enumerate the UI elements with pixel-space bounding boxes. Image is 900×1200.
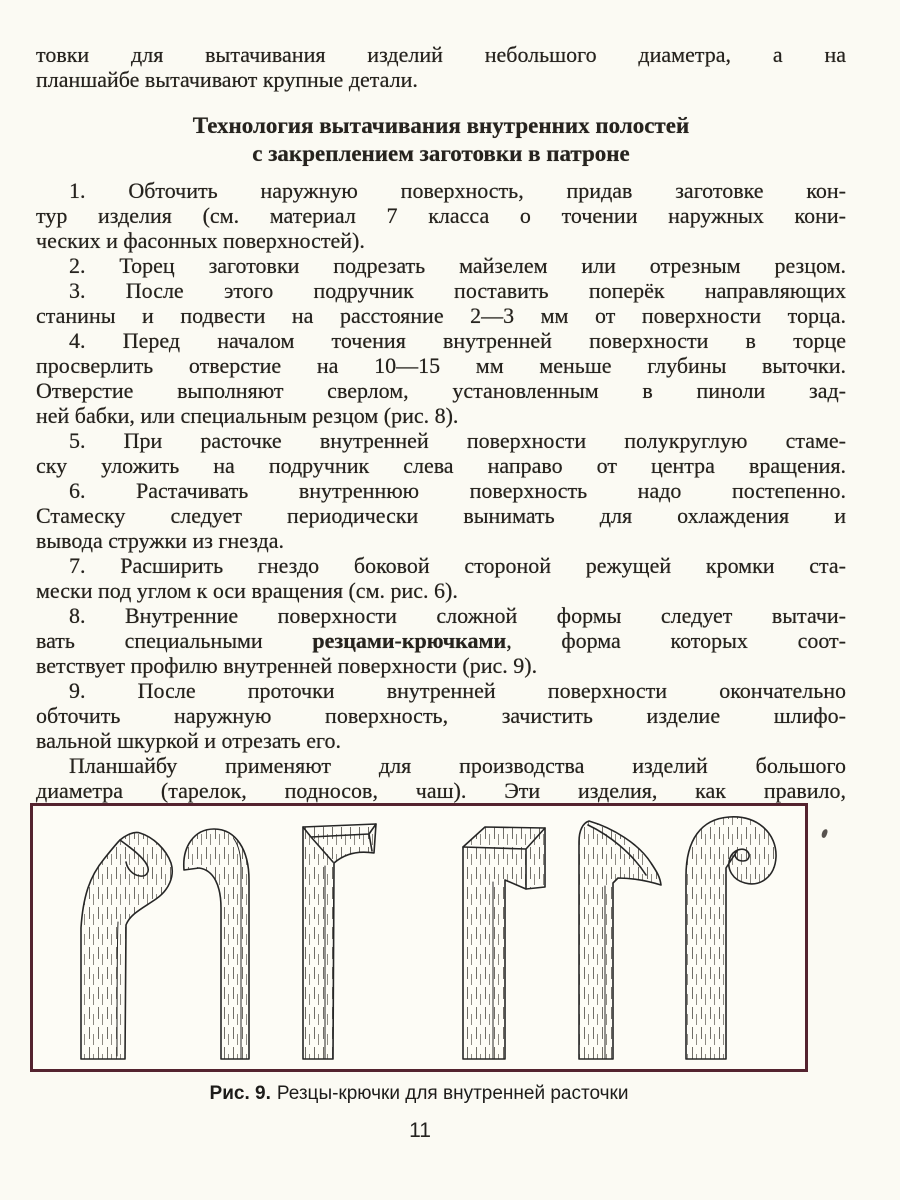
step-paragraph-6 [36, 478, 846, 553]
closing-paragraph [36, 753, 846, 803]
text-line: 9. После проточки внутренней поверхности окончательно [69, 678, 846, 703]
bold-term: резцами-крючками [312, 628, 507, 653]
figure-image [33, 806, 805, 1069]
hook-cutter-curved-blade [579, 821, 661, 1059]
step-paragraph-7 [36, 553, 846, 603]
page-body [36, 42, 846, 803]
text-line: 5. При расточке внутренней поверхности полукруглую стаме- [69, 428, 846, 453]
text-line: ску уложить на подручник слева направо от центра вращения. [36, 453, 846, 478]
section-heading [36, 112, 846, 168]
text-line: 8. Внутренние поверхности сложной формы следует вытачи- [69, 603, 846, 628]
step-paragraph-1 [36, 178, 846, 253]
text-line: ческих и фасонных поверхностей). [36, 228, 365, 253]
page-number: 11 [409, 1119, 431, 1142]
figure-caption-label: Рис. 9. [209, 1083, 271, 1104]
step-paragraph-8 [36, 603, 846, 678]
text-line: вальной шкуркой и отрезать его. [36, 728, 341, 753]
step-paragraph-4 [36, 328, 846, 428]
text-line [36, 628, 846, 653]
text-line: просверлить отверстие на 10—15 мм меньше глубины выточки. [36, 353, 846, 378]
text-line: планшайбе вытачивают крупные детали. [36, 67, 418, 92]
figure-caption [30, 1083, 808, 1105]
text-line: Стамеску следует периодически вынимать для охлаждения и [36, 503, 846, 528]
text-line: Планшайбу применяют для производства изделий большого [69, 753, 846, 778]
step-paragraph-3 [36, 278, 846, 328]
hook-cutter-swan-neck [81, 832, 172, 1059]
text-line: 7. Расширить гнездо боковой стороной режущей кромки ста- [69, 553, 846, 578]
text-line: ней бабки, или специальным резцом (рис. 8). [36, 403, 459, 428]
text-line: мески под углом к оси вращения (см. рис. 6). [36, 578, 458, 603]
figure-9-frame [30, 803, 808, 1072]
text-line: Отверстие выполняют сверлом, установленным в пиноли зад- [36, 378, 846, 403]
text-line: 4. Перед началом точения внутренней поверхности в торце [69, 328, 846, 353]
text-line: станины и подвести на расстояние 2—3 мм от поверхности торца. [36, 303, 846, 328]
text-line: 6. Растачивать внутреннюю поверхность надо постепенно. [69, 478, 846, 503]
text-line: 2. Торец заготовки подрезать майзелем или отрезным резцом. [69, 253, 846, 278]
text-line: 3. После этого подручник поставить поперёк направляющих [69, 278, 846, 303]
text-segment: вать специальными [36, 628, 313, 653]
hook-cutter-spiral [686, 817, 776, 1059]
step-paragraph-2 [36, 253, 846, 278]
text-line: тур изделия (см. материал 7 класса о точении наружных кони- [36, 203, 846, 228]
text-line: диаметра (тарелок, подносов, чаш). Эти изделия, как правило, [36, 778, 846, 803]
text-line: товки для вытачивания изделий небольшого диаметра, а на [36, 42, 846, 67]
figure-caption-text: Резцы-крючки для внутренней расточки [276, 1083, 629, 1104]
heading-line: с закреплением заготовки в патроне [252, 141, 630, 166]
step-paragraph-9 [36, 678, 846, 753]
heading-line: Технология вытачивания внутренних полостей [192, 113, 690, 138]
text-line: обточить наружную поверхность, зачистить изделие шлифо- [36, 703, 846, 728]
text-line: вывода стружки из гнезда. [36, 528, 285, 553]
text-line: 1. Обточить наружную поверхность, придав заготовке кон- [69, 178, 846, 203]
text-line: ветствует профилю внутренней поверхности (рис. 9). [36, 653, 538, 678]
hook-cutter-curled-left [184, 829, 249, 1059]
hook-cutter-angled-flat [303, 824, 376, 1059]
hook-cutter-box-head [463, 827, 545, 1059]
paragraph-continuation [36, 42, 846, 92]
text-segment: , форма которых соот- [506, 628, 846, 653]
step-paragraph-5 [36, 428, 846, 478]
scan-speck [821, 828, 829, 838]
